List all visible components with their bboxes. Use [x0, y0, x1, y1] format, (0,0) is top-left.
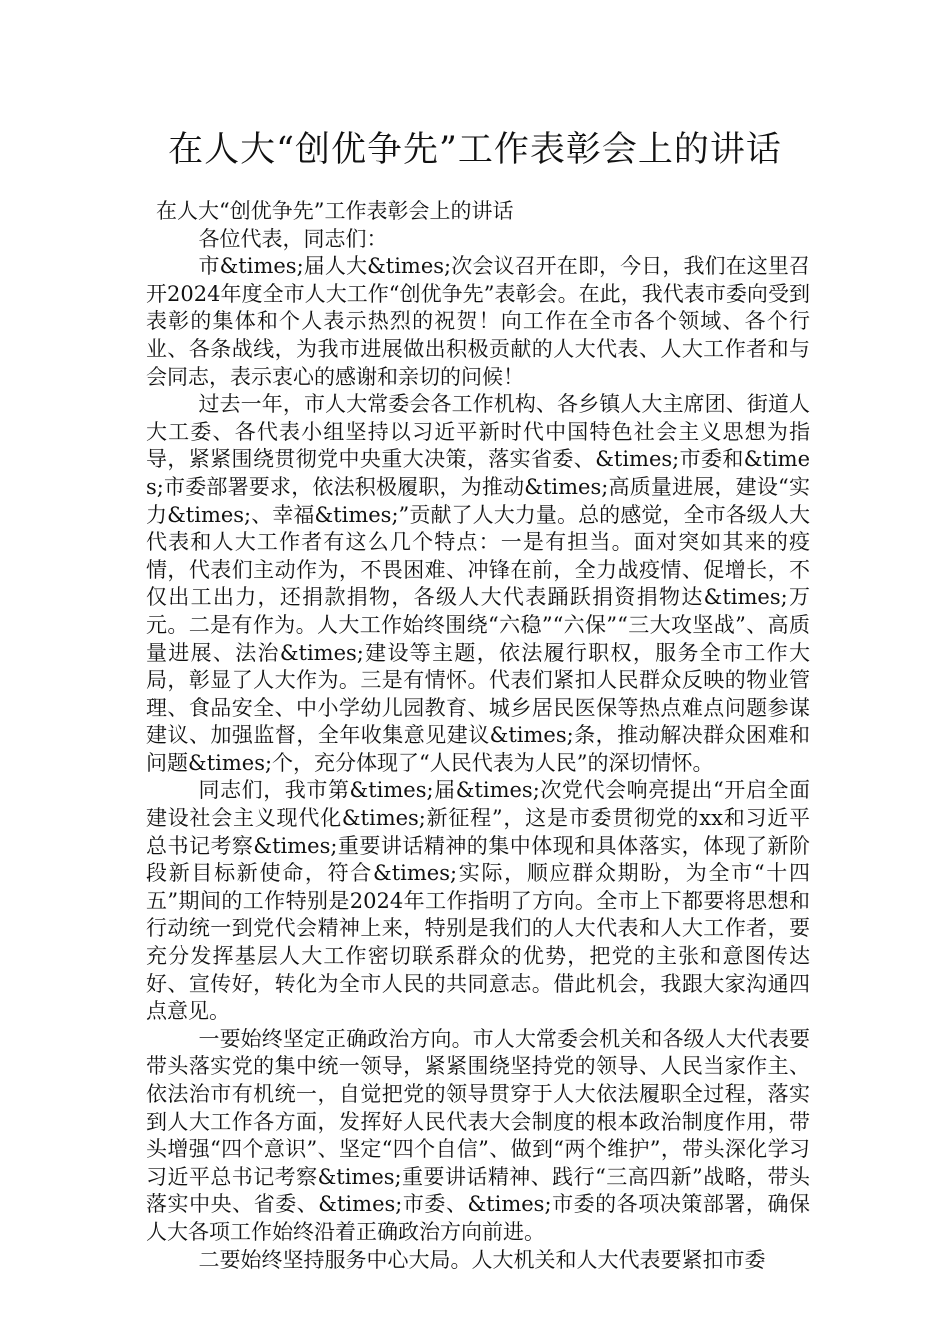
body-paragraph: 过去一年，市人大常委会各工作机构、各乡镇人大主席团、街道人大工委、各代表小组坚持以习近平新时代中国特色社会主义思想为指导，紧紧围绕贯彻党中央重大决策，落实省委、&times;市委和&times;市委部署要求，依法积极履职，为推动&times;高质量进展，建设“实力&times;、幸福&times;”贡献了人大力量。总的感觉，全市各级人大代表和人大工作者有这么几个特点：一是有担当。面对突如其来的疫情，代表们主动作为，不畏困难、冲锋在前，全力战疫情、促增长，不仅出工出力，还捐款捐物，各级人大代表踊跃捐资捐物达&times;万元。二是有作为。人大工作始终围绕“六稳”“六保”“三大攻坚战”、高质量进展、法治&times;建设等主题，依法履行职权，服务全市工作大局，彰显了人大作为。三是有情怀。代表们紧扣人民群众反映的物业管理、食品安全、中小学幼儿园教育、城乡居民医保等热点难点问题参谋建议、加强监督，全年收集意见建议&times;条，推动解决群众困难和问题&times;个，充分体现了“人民代表为人民”的深切情怀。: [146, 392, 810, 775]
document-title: 在人大“创优争先”工作表彰会上的讲话: [168, 130, 782, 170]
body-paragraph: 市&times;届人大&times;次会议召开在即，今日，我们在这里召开2024年度全市人大工作“创优争先”表彰会。在此，我代表市委向受到表彰的集体和个人表示热烈的祝贺！向工作在全市各个领域、各个行业、各条战线，为我市进展做出积极贡献的人大代表、人大工作者和与会同志，表示衷心的感谢和亲切的问候！: [146, 254, 810, 389]
body-paragraph: 同志们，我市第&times;届&times;次党代会响亮提出“开启全面建设社会主义现代化&times;新征程”，这是市委贯彻党的xx和习近平总书记考察&times;重要讲话精神的集中体现和具体落实，体现了新阶段新目标新使命，符合&times;实际，顺应群众期盼，为全市“十四五”期间的工作特别是2024年工作指明了方向。全市上下都要将思想和行动统一到党代会精神上来，特别是我们的人大代表和人大工作者，要充分发挥基层人大工作密切联系群众的优势，把党的主张和意图传达好、宣传好，转化为全市人民的共同意志。借此机会，我跟大家沟通四点意见。: [146, 778, 810, 1024]
greeting-line: 各位代表，同志们：: [198, 226, 388, 251]
body-paragraph: 二要始终坚持服务中心大局。人大机关和人大代表要紧扣市委: [198, 1247, 766, 1272]
document-body: [146, 198, 810, 1274]
body-paragraph: 一要始终坚定正确政治方向。市人大常委会机关和各级人大代表要带头落实党的集中统一领导，紧紧围绕坚持党的领导、人民当家作主、依法治市有机统一，自觉把党的领导贯穿于人大依法履职全过程，落实到人大工作各方面，发挥好人民代表大会制度的根本政治制度作用，带头增强“四个意识”、坚定“四个自信”、做到“两个维护”，带头深化学习习近平总书记考察&times;重要讲话精神、践行“三高四新”战略，带头落实中央、省委、&times;市委、&times;市委的各项决策部署，确保人大各项工作始终沿着正确政治方向前进。: [146, 1026, 810, 1244]
document-subtitle: 在人大“创优争先”工作表彰会上的讲话: [156, 199, 514, 223]
